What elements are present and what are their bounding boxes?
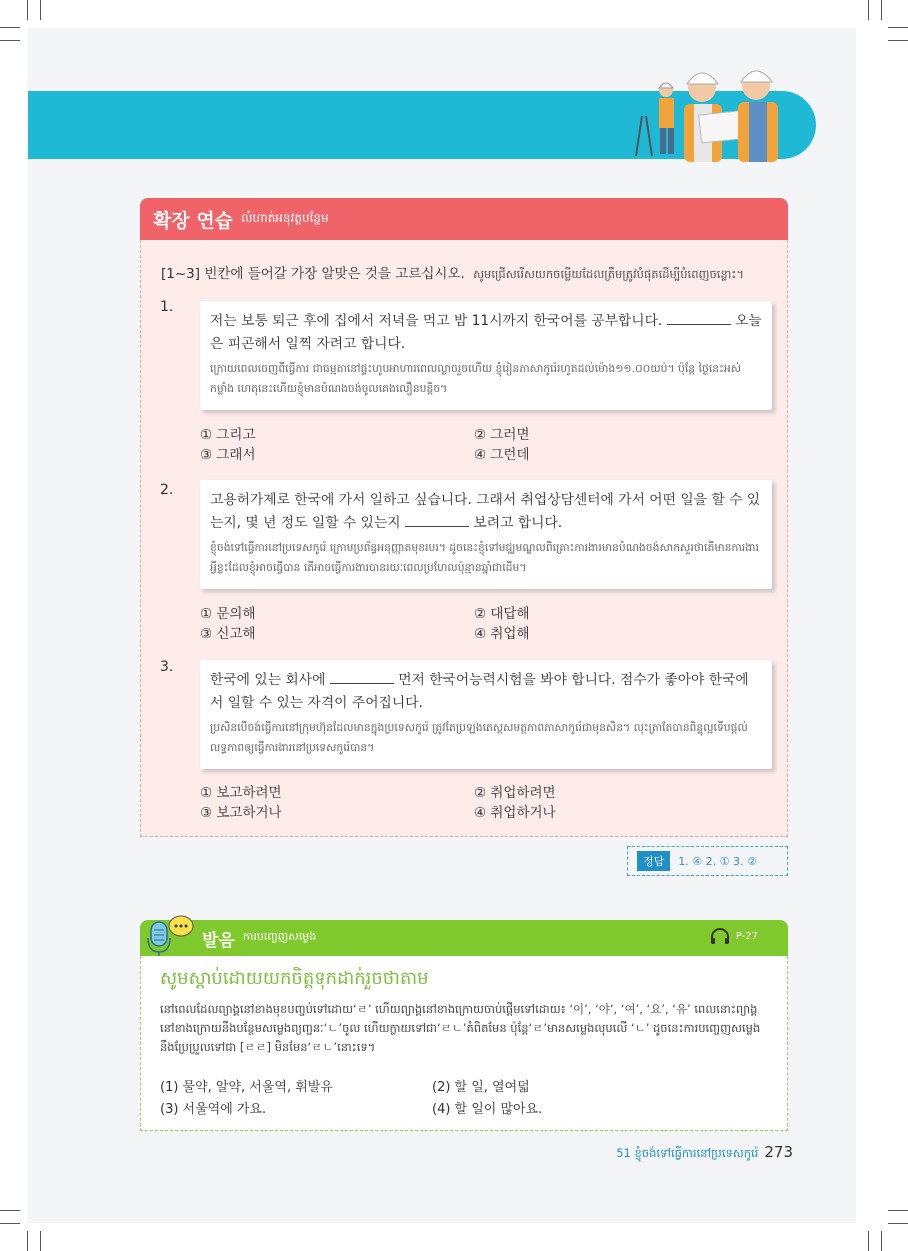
crop-mark xyxy=(40,1231,41,1251)
answer-key-label: 정답 xyxy=(637,851,670,871)
question-text-ko xyxy=(210,669,762,715)
crop-mark xyxy=(0,40,20,41)
question-text-before: 저는 보통 퇴근 후에 집에서 저녁을 먹고 밤 11시까지 한국어를 공부합니다. xyxy=(210,313,663,329)
crop-mark xyxy=(881,0,882,20)
pronunciation-example: (1) 물약, 알약, 서울역, 휘발유 xyxy=(160,1080,333,1095)
pronunciation-subtitle: ការបញ្ចេញសម្លេង xyxy=(242,930,317,943)
question-text-km: ក្រោយពេលចេញពីធ្វើការ ជាធម្មតានៅផ្ទះហូបអាហារពេលល្ងាចរួចហើយ ខ្ញុំរៀនភាសាកូរ៉េរហូតដល់ម៉ោង១១.០០យប់។ ប៉ុន្តែ ថ្ងៃនេះអស់កម្លាំង ហេតុនេះហើយខ្ញុំមានបំណងចង់ចូលគេងលឿនបន្តិច។ xyxy=(210,362,742,395)
crop-mark xyxy=(0,1210,20,1211)
instruction xyxy=(161,262,791,284)
question-text-before: 한국에 있는 회사에 xyxy=(210,672,326,688)
page-footer xyxy=(616,1143,793,1163)
answer-key-text: 1. ④ 2. ① 3. ② xyxy=(678,854,757,868)
question-number: 1. xyxy=(160,299,174,315)
answer-blank xyxy=(667,312,731,325)
crop-mark xyxy=(0,27,20,28)
crop-mark xyxy=(27,0,28,20)
option[interactable]: ③ 보고하거나 xyxy=(200,805,282,821)
question-text-after: 보려고 합니다. xyxy=(473,515,563,531)
extension-title: 확장 연습 xyxy=(153,209,234,232)
crop-mark xyxy=(0,1223,20,1224)
extension-header xyxy=(140,198,788,240)
option[interactable]: ③ 신고해 xyxy=(200,626,256,642)
crop-mark xyxy=(40,0,41,20)
option[interactable]: ④ 취업하거나 xyxy=(474,805,556,821)
question-box xyxy=(200,480,772,589)
crop-mark xyxy=(888,1223,908,1224)
pronunciation-example: (2) 할 일, 열여덟 xyxy=(432,1080,530,1095)
crop-mark xyxy=(888,1210,908,1211)
option[interactable]: ③ 그래서 xyxy=(200,447,256,463)
question-text-before: 고용허가제로 한국에 가서 일하고 싶습니다. 그래서 취업상담센터에 가서 어떤 일을 할 수 있는지, 몇 년 정도 일할 수 있는지 xyxy=(210,492,761,531)
answer-key xyxy=(627,846,788,876)
pronunciation-example: (3) 서울역에 가요. xyxy=(160,1102,267,1117)
instruction-km: សូមជ្រើសរើសយកចម្លើយដែលត្រឹមត្រូវបំផុតដើម្បីបំពេញចន្លោះ។ xyxy=(473,267,744,281)
pronunciation-example: (4) 할 일이 많아요. xyxy=(432,1102,543,1117)
question-text-km: ខ្ញុំចង់ទៅធ្វើការនៅប្រទេសកូរ៉េ ក្រោមប្រព័ន្ធអនុញ្ញាតមុខរបរ។ ដូចនេះខ្ញុំទៅមជ្ឈមណ្ឌលពិគ្រោះការងារមានបំណងចង់សាកសួរថាតើមានការងារអ្វីខ្លះដែលខ្ញុំអាចធ្វើបាន តើអាចធ្វើការងារបានរយៈពេលប្រហែលប៉ុន្មានឆ្នាំជាដើម។ xyxy=(210,541,759,574)
answer-blank xyxy=(330,671,394,684)
page-number: 273 xyxy=(764,1143,793,1161)
crop-mark xyxy=(868,1231,869,1251)
option[interactable]: ④ 취업해 xyxy=(474,626,530,642)
pronunciation-title: 발음 xyxy=(202,930,235,951)
option[interactable]: ④ 그런데 xyxy=(474,447,530,463)
audio-track-ref[interactable]: P-27 xyxy=(735,931,758,942)
question-text-km: ប្រសិនបើចង់ធ្វើការនៅក្រុមហ៊ុនដែលមានក្នុងប្រទេសកូរ៉េ ត្រូវតែប្រឡងតេស្តសមត្ថភាពភាសាកូរ៉េជាមុនសិន។ លុះត្រាតែបានពិន្ទុល្អទើបផ្តល់លទ្ធភាពឲ្យធ្វើការងារនៅប្រទេសកូរ៉េបាន។ xyxy=(210,721,748,754)
chapter-title: 51 ខ្ញុំចង់ទៅធ្វើការនៅប្រទេសកូរ៉េ xyxy=(616,1146,759,1160)
question-box xyxy=(200,660,772,769)
question-box xyxy=(200,301,772,410)
pronunciation-text: នៅពេលដែលព្យាង្គនៅខាងមុខបញ្ចប់ទៅដោយ‘ㄹ’ ហើយព្យាង្គនៅខាងក្រោយចាប់ផ្តើមទៅដោយ៖ ‘이’, ‘야’, ‘여’, ‘요’, ‘유’ ពេលនោះព្យាង្គនៅខាងក្រោយនឹងបន្ថែមសម្លេងព្យញ្ជនៈ‘ㄴ’ចូល ហើយក្លាយទៅជា‘ㄹㄴ’គំពិតមែន ប៉ុន្តែ‘ㄹ’មានសម្លេងលុបលើ ‘ㄴ’ ដូចនេះការបញ្ចេញសម្លេងនឹងប្រែប្រួលទៅជា [ㄹㄹ] មិនមែន‘ㄹㄴ’នោះទេ។ xyxy=(160,1002,761,1054)
question-text-after: 오늘은 피곤해서 일찍 자려고 합니다. xyxy=(210,313,762,352)
crop-mark xyxy=(868,0,869,20)
option[interactable]: ① 보고하려면 xyxy=(200,785,282,801)
option[interactable]: ② 그러면 xyxy=(474,427,530,443)
pronunciation-heading: សូមស្តាប់ដោយយកចិត្តទុកដាក់រួចថាតាម xyxy=(160,968,429,989)
instruction-ko: [1~3] 빈칸에 들어갈 가장 알맞은 것을 고르십시오. xyxy=(161,266,465,282)
question-number: 2. xyxy=(160,482,174,498)
question-number: 3. xyxy=(160,659,174,675)
question-text-ko xyxy=(210,310,762,356)
answer-blank xyxy=(405,514,469,527)
crop-mark xyxy=(27,1231,28,1251)
option[interactable]: ② 취업하려면 xyxy=(474,785,556,801)
crop-mark xyxy=(888,27,908,28)
workers-illustration xyxy=(632,56,792,164)
pronunciation-header xyxy=(140,920,788,956)
question-text-ko xyxy=(210,489,762,535)
extension-subtitle: លំហាត់អនុវត្តបន្ថែម xyxy=(241,211,329,225)
option[interactable]: ② 대답해 xyxy=(474,606,530,622)
option[interactable]: ① 그리고 xyxy=(200,427,256,443)
option[interactable]: ① 문의해 xyxy=(200,606,256,622)
crop-mark xyxy=(881,1231,882,1251)
crop-mark xyxy=(888,40,908,41)
question-text-after: 먼저 한국어능력시험을 봐야 합니다. 점수가 좋아야 한국에서 일할 수 있는 자격이 주어집니다. xyxy=(210,672,749,711)
headphones-icon[interactable] xyxy=(710,928,730,944)
